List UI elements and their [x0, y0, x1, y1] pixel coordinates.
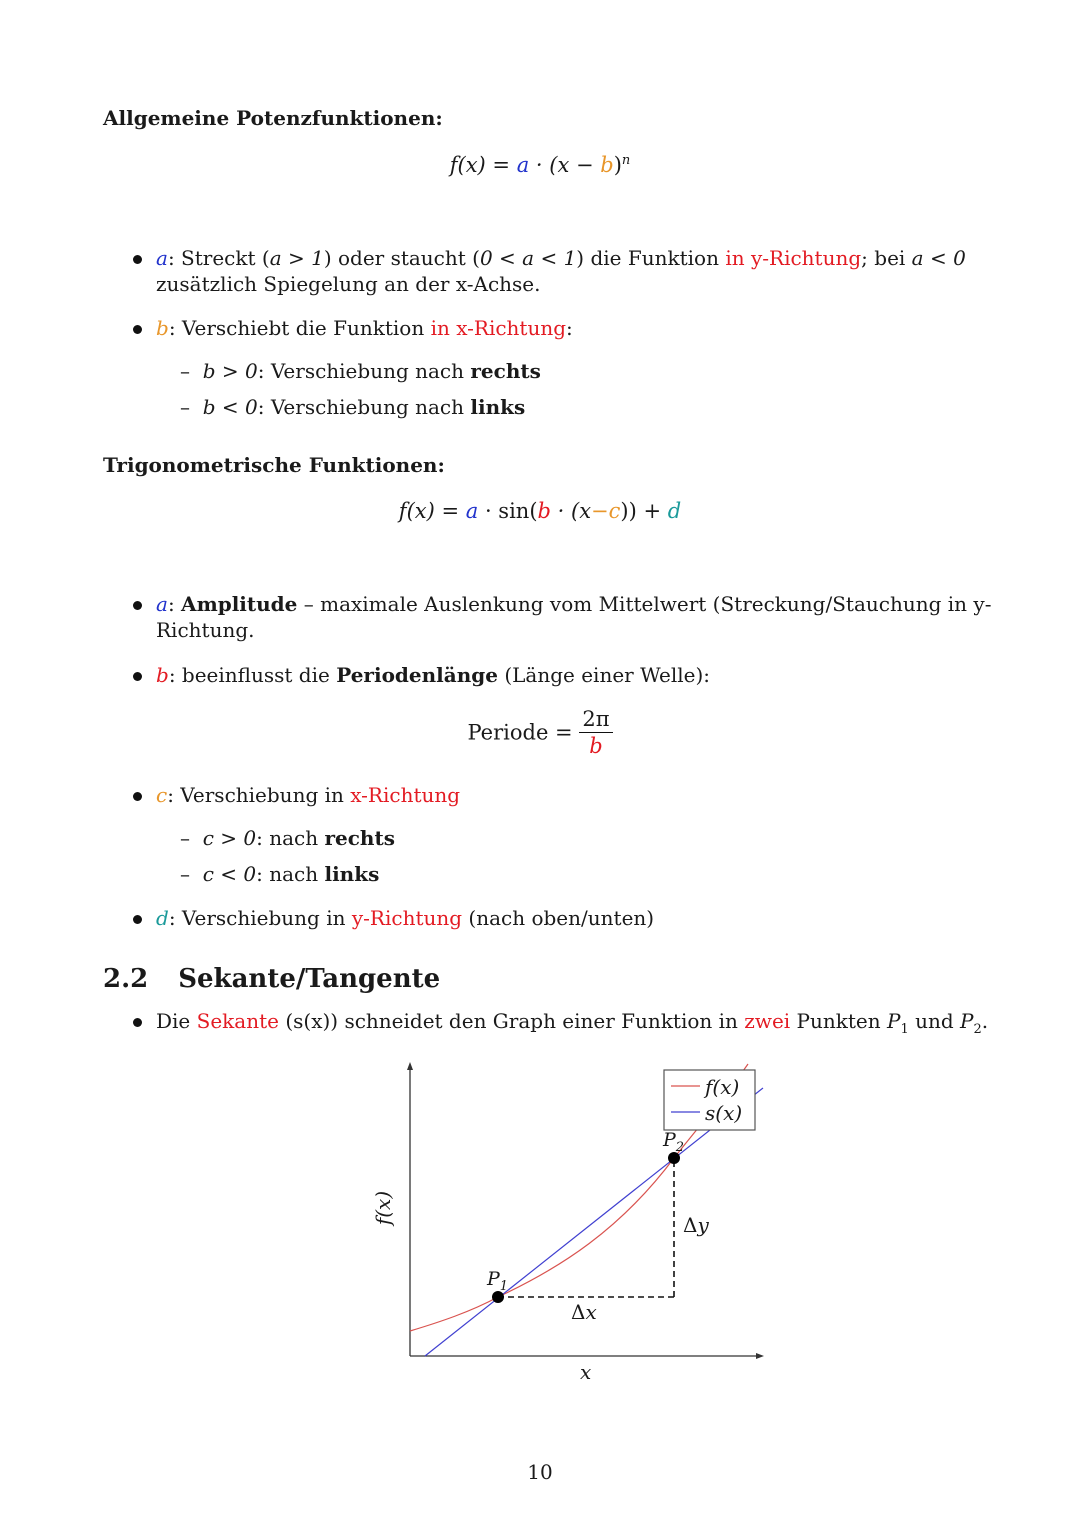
- y-axis-arrow-icon: [407, 1062, 413, 1070]
- heading-trigonometrische: Trigonometrische Funktionen:: [103, 453, 445, 477]
- label-p2: $P_2$: [663, 1129, 685, 1155]
- bullet-trig-a: a: Amplitude – maximale Auslenkung vom Mittelwert (Streckung/Stauchung in y- Richtung.: [156, 592, 992, 642]
- page-number: 10: [527, 1460, 553, 1484]
- formula-potenz: $f(x) = a \cdot (x - b)^n$: [449, 153, 631, 177]
- bullet-trig-d: d: Verschiebung in y-Richtung (nach oben/unten): [156, 906, 655, 930]
- legend-label-s: s(x): [705, 1101, 743, 1125]
- subitem-b-positive: – b > 0: Verschiebung nach rechts: [180, 359, 541, 383]
- bullet-sekante: Die Sekante (s(x)) schneidet den Graph einer Funktion in zwei Punkten $P_1$ und $P_2$.: [156, 1009, 989, 1037]
- label-delta-x: Δx: [571, 1300, 597, 1324]
- section-heading: 2.2 Sekante/Tangente: [103, 964, 441, 994]
- label-p1: $P_1$: [487, 1268, 509, 1294]
- bullet-potenz-b: b: Verschiebt die Funktion in x-Richtung:: [156, 316, 573, 340]
- bullet-potenz-a: a: Streckt (a > 1) oder staucht (0 < a < 1) die Funktion in y-Richtung; bei a < 0 zusätzlich Spiegelung an der x-Achse.: [156, 246, 966, 296]
- label-delta-y: Δy: [683, 1213, 709, 1237]
- subitem-c-positive: – c > 0: nach rechts: [180, 826, 395, 850]
- y-axis-label: f(x): [371, 1190, 396, 1226]
- heading-potenzfunktionen: Allgemeine Potenzfunktionen:: [103, 106, 443, 130]
- bullet-trig-b: b: beeinflusst die Periodenlänge (Länge einer Welle):: [156, 663, 711, 687]
- legend-label-f: f(x): [705, 1075, 740, 1099]
- bullet-trig-c: c: Verschiebung in x-Richtung: [156, 783, 461, 807]
- subitem-b-negative: – b < 0: Verschiebung nach links: [180, 395, 526, 419]
- x-axis-arrow-icon: [756, 1353, 764, 1359]
- formula-period: Periode = $\frac{2\pi}{b}$: [0, 706, 1080, 759]
- formula-trig: f(x) = a · sin(b · (x−c)) + d: [398, 499, 682, 523]
- x-axis-label: x: [580, 1360, 592, 1384]
- subitem-c-negative: – c < 0: nach links: [180, 862, 380, 886]
